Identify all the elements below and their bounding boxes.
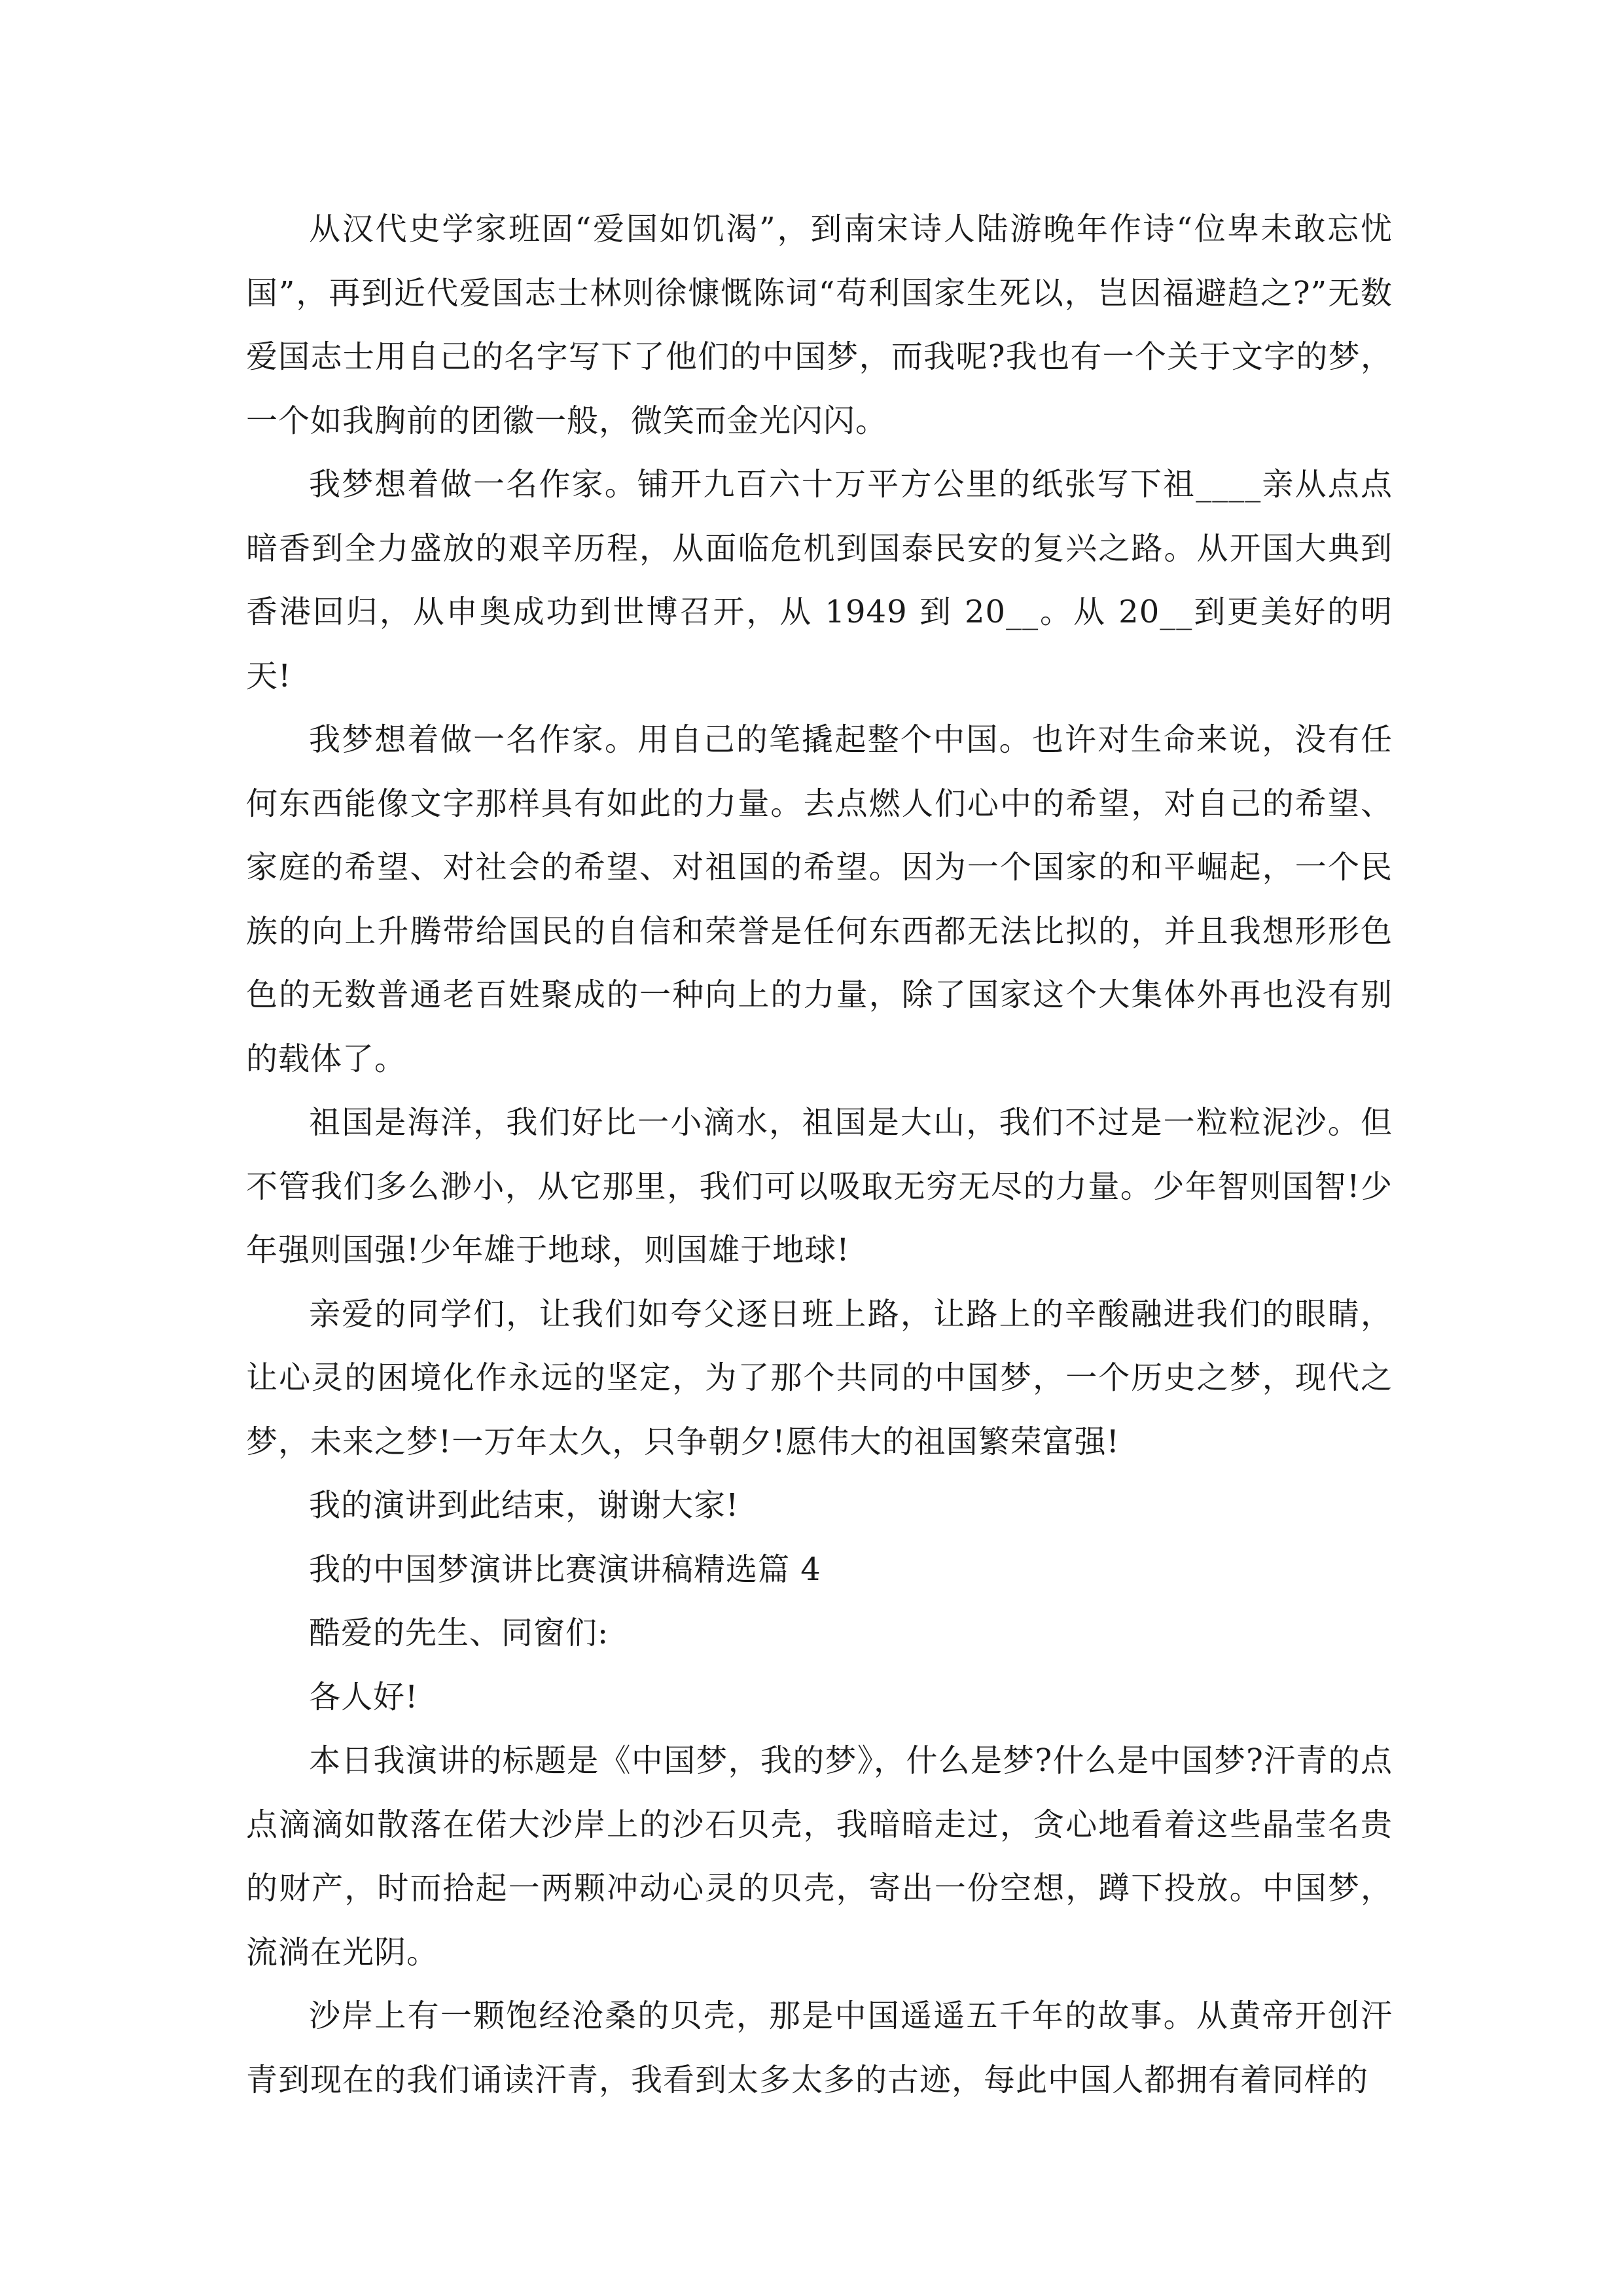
document-body [246, 198, 1393, 2112]
paragraph-7: 沙岸上有一颗饱经沧桑的贝壳，那是中国遥遥五千年的故事。从黄帝开创汗青到现在的我们诵读汗青，我看到太多太多的古迹，每此中国人都拥有着同样的 [246, 1998, 1393, 2098]
salutation: 酷爱的先生、同窗们: [309, 1615, 609, 1651]
paragraph-4: 祖国是海洋，我们好比一小滴水，祖国是大山，我们不过是一粒粒泥沙。但不管我们多么渺小，从它那里，我们可以吸取无穷无尽的力量。少年智则国智!少年强则国强!少年雄于地球，则国雄于地球! [246, 1104, 1393, 1268]
closing-line: 我的演讲到此结束，谢谢大家! [309, 1487, 740, 1524]
greeting: 各人好! [309, 1678, 419, 1715]
paragraph-3: 我梦想着做一名作家。用自己的笔撬起整个中国。也许对生命来说，没有任何东西能像文字那样具有如此的力量。去点燃人们心中的希望，对自己的希望、家庭的希望、对社会的希望、对祖国的希望。因为一个国家的和平崛起，一个民族的向上升腾带给国民的自信和荣誉是任何东西都无法比拟的，并且我想形形色色的无数普通老百姓聚成的一种向上的力量，除了国家这个大集体外再也没有别的载体了。 [246, 721, 1393, 1077]
paragraph-2: 我梦想着做一名作家。铺开九百六十万平方公里的纸张写下祖____亲从点点暗香到全力盛放的艰辛历程，从面临危机到国泰民安的复兴之路。从开国大典到香港回归，从申奥成功到世博召开，从 1949 到 20__。从 20__到更美好的明天! [246, 466, 1393, 694]
paragraph-1: 从汉代史学家班固“爱国如饥渴”，到南宋诗人陆游晚年作诗“位卑未敢忘忧国”，再到近代爱国志士林则徐慷慨陈词“苟利国家生死以，岂因福避趋之?”无数爱国志士用自己的名字写下了他们的中国梦，而我呢?我也有一个关于文字的梦，一个如我胸前的团徽一般，微笑而金光闪闪。 [246, 211, 1393, 439]
paragraph-5: 亲爱的同学们，让我们如夸父逐日班上路，让路上的辛酸融进我们的眼睛，让心灵的困境化作永远的坚定，为了那个共同的中国梦，一个历史之梦，现代之梦，未来之梦!一万年太久，只争朝夕!愿伟大的祖国繁荣富强! [246, 1295, 1393, 1460]
section-title: 我的中国梦演讲比赛演讲稿精选篇 4 [309, 1551, 821, 1588]
paragraph-6: 本日我演讲的标题是《中国梦，我的梦》，什么是梦?什么是中国梦?汗青的点点滴滴如散落在偌大沙岸上的沙石贝壳，我暗暗走过，贪心地看着这些晶莹名贵的财产，时而拾起一两颗冲动心灵的贝壳，寄出一份空想，蹲下投放。中国梦，流淌在光阴。 [246, 1742, 1393, 1971]
